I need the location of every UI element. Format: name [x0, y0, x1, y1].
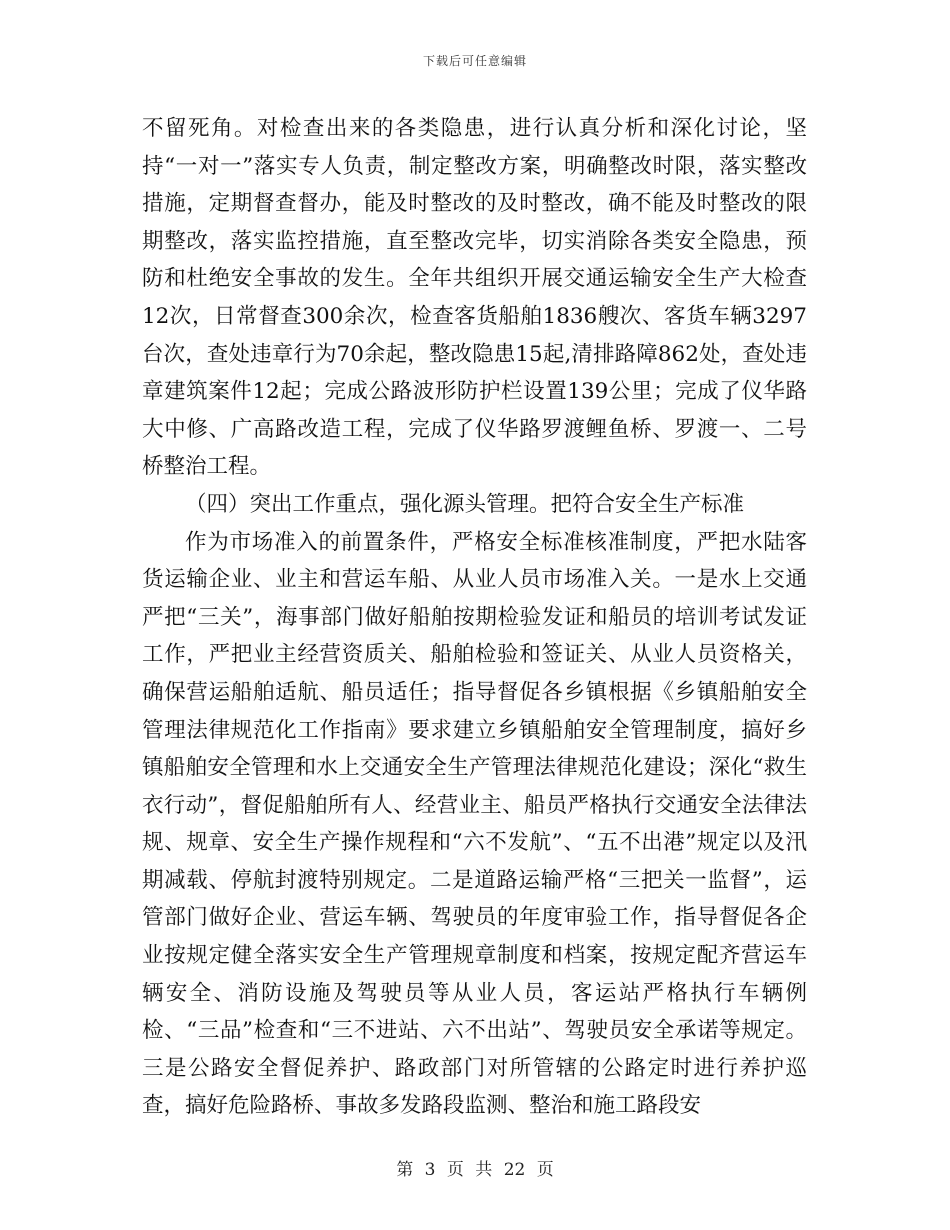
- page-footer: 第 3 页 共 22 页: [396, 1160, 554, 1180]
- section-heading: （四）突出工作重点，强化源头管理。把符合安全生产标准: [185, 491, 745, 517]
- document-body: [142, 110, 807, 1125]
- paragraph-1: 不留死角。对检查出来的各类隐患，进行认真分析和深化讨论，坚持“一对一”落实专人负责，制定整改方案，明确整改时限，落实整改措施，定期督查督办，能及时整改的及时整改，确不能及时整改的限期整改，落实监控措施，直至整改完毕，切实消除各类安全隐患，预防和杜绝安全事故的发生。全年共组织开展交通运输安全生产大检查12次，日常督查300余次，检查客货船舶1836艘次、客货车辆3297台次，查处违章行为70余起，整改隐患15起,清排路障862处，查处违章建筑案件12起；完成公路波形防护栏设置139公里；完成了仪华路大中修、广高路改造工程，完成了仪华路罗渡鲤鱼桥、罗渡一、二号桥整治工程。: [142, 116, 807, 480]
- page-header: 下载后可任意编辑: [422, 54, 527, 68]
- paragraph-3: 作为市场准入的前置条件，严格安全标准核准制度，严把水陆客货运输企业、业主和营运车船、从业人员市场准入关。一是水上交通严把“三关”，海事部门做好船舶按期检验发证和船员的培训考试发证工作，严把业主经营资质关、船舶检验和签证关、从业人员资格关，确保营运船舶适航、船员适任；指导督促各乡镇根据《乡镇船舶安全管理法律规范化工作指南》要求建立乡镇船舶安全管理制度，搞好乡镇船舶安全管理和水上交通安全生产管理法律规范化建设；深化“救生衣行动”，督促船舶所有人、经营业主、船员严格执行交通安全法律法规、规章、安全生产操作规程和“六不发航”、“五不出港”规定以及汛期减载、停航封渡特别规定。二是道路运输严格“三把关一监督”，运管部门做好企业、营运车辆、驾驶员的年度审验工作，指导督促各企业按规定健全落实安全生产管理规章制度和档案，按规定配齐营运车辆安全、消防设施及驾驶员等从业人员，客运站严格执行车辆例检、“三品”检查和“三不进站、六不出站”、驾驶员安全承诺等规定。三是公路安全督促养护、路政部门对所管辖的公路定时进行养护巡查，搞好危险路桥、事故多发路段监测、整治和施工路段安: [142, 529, 807, 1119]
